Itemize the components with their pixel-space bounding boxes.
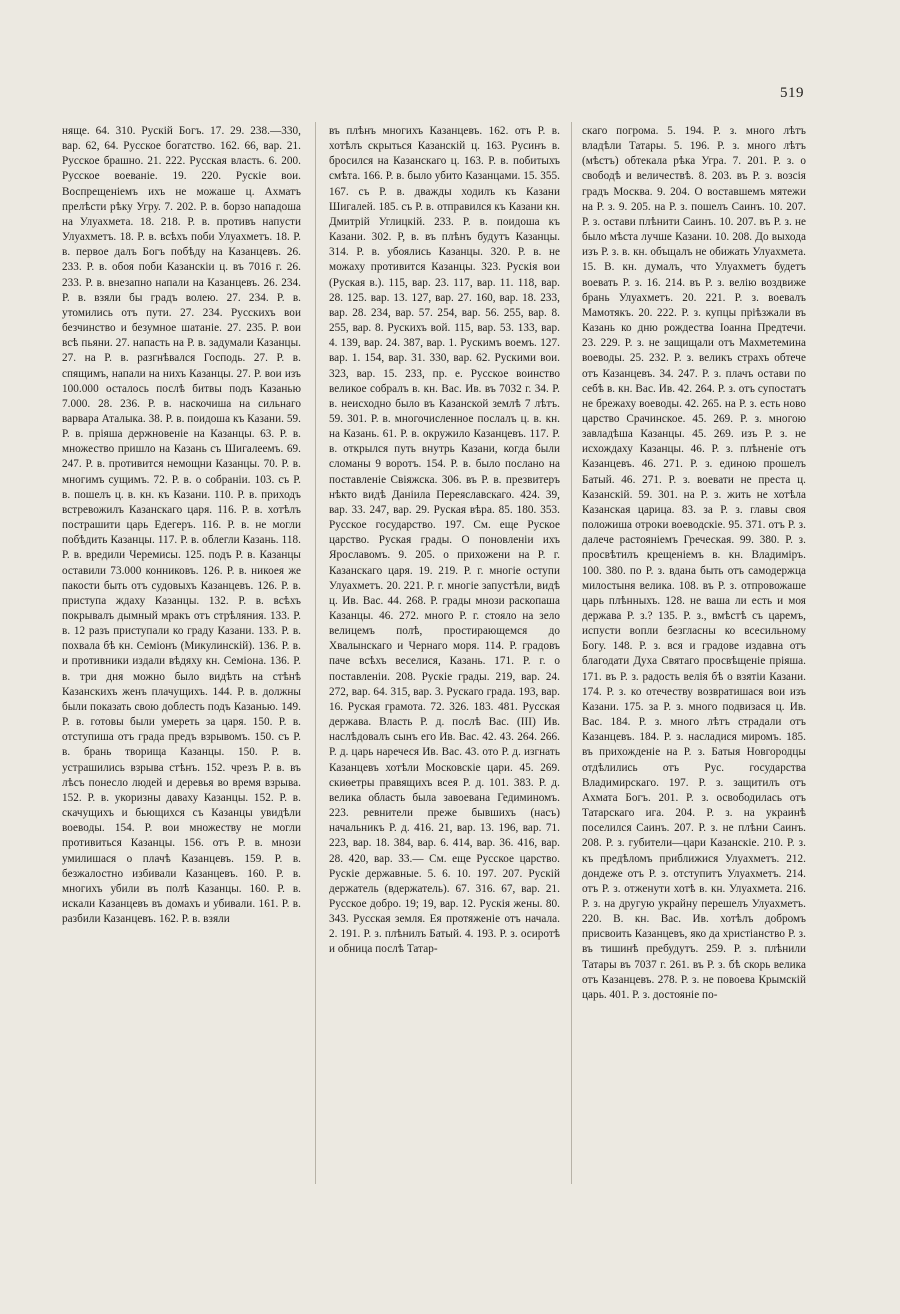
index-column-1: няще. 64. 310. Рускій Богъ. 17. 29. 238.—330, вар. 62, 64. Русское богатство. 162. 66, вар. 21. Русское брашно. 21. 222. Русская власть. 6. 200. Русское воеваніе. 19. 220. Рускіе вои. Воспрещеніемъ ихъ не можаше ц. Ахматъ прелѣсти рѣку Угру. 7. 202. Р. в. борзо нападоша на Улуахмета. 18. 218. Р. в. противъ напусти Улуахметъ. 18. Р. в. всѣхъ поби Улуахметъ. 18. Р. в. первое далъ Богъ побѣду на Казанцевъ. 26. 233. Р. в. обоя поби Казанскіи ц. въ 7016 г. 26. 233. Р. в. внезапно напали на Казанцевъ. 26. 234. Р. в. взяли бы градъ волею. 27. 234. Р. в. утомились отъ пути. 27. 234. Русскихъ вои безчинство и безумное шатаніе. 27. 235. Р. вои всѣ пьяни. 27. напасть на Р. в. задумали Казанцы. 27. на Р. в. разгнѣвался Господь. 27. Р. в. спящимъ, напали на нихъ Казанцы. 27. Р. вои изъ 100.000 осталось послѣ битвы подъ Казанью 7.000. 28. 236. Р. в. наскочиша на сильнаго варвара Аталыка. 38. Р. в. поидоша къ Казани. 59. Р. в. пріяша держновеніе на Казанцы. 63. Р. в. множество пришло на Казань съ Шигалеемъ. 69. 247. Р. в. противится немощни Казанцы. 70. Р. в. многимъ сущимъ. 72. Р. в. о собраніи. 103. съ Р. в. пошелъ ц. в. кн. къ Казани. 110. Р. в. приходъ встревожилъ Казанскаго царя. 116. Р. в. хотѣлъ пострашити царь Едегеръ. 116. Р. в. не могли побѣдить Казанцы. 117. Р. в. облегли Казань. 118. Р. в. вредили Черемисы. 125. подъ Р. в. Казанцы оставили 73.000 конниковъ. 126. Р. в. никоея же пакости быть отъ судовыхъ Казанцевъ. 126. Р. в. приступа ждаху Казанцы. 132. Р. в. всѣхъ покрывалъ дымный мракъ отъ стрѣляния. 133. Р. в. 12 разъ приступали ко граду Казани. 133. Р. в. похвала бѣ кн. Семіонъ (Микулинскій). 136. Р. в. и противники издали вѣдяху кн. Семіона. 136. Р. в. три дня можно было видѣть на стѣнѣ Казанскихъ женъ плачущихъ. 144. Р. в. должны были показать свою доблесть подъ Казанью. 149. Р. в. готовы были умереть за царя. 150. Р. в. отступиша отъ града предъ взрывомъ. 150. съ Р. в. брань творища Казанцы. 150. Р. в. устрашились взрыва стѣнъ. 152. чрезъ Р. в. въ лѣсъ понесло людей и деревья во время взрыва. 152. Р. в. укоризны даваху Казанцы. 152. Р. в. скачущихъ и бьющихся съ Казанцы увидѣли воеводы. 154. Р. вои множеству не могли противиться Казанцы. 156. отъ Р. в. мнози умилишася о плачѣ Казанцевъ. 159. Р. в. безжалостно избивали Казанцевъ. 160. Р. в. многихъ убили въ полѣ Казанцы. 160. Р. в. искали Казанцевъ въ домахъ и убивали. 161. Р. в. разбили Казанцевъ. 162. Р. в. взяли (62, 125, 301, 926)
page-number: 519 (780, 85, 804, 101)
column-divider (315, 122, 316, 1184)
column-divider (571, 122, 572, 1184)
index-column-2: въ плѣнъ многихъ Казанцевъ. 162. отъ Р. в. хотѣлъ скрыться Казанскій ц. 163. Русинъ в. бросился на Казанскаго ц. 163. Р. в. побитыхъ смѣта. 166. Р. в. было убито Казанцами. 15. 355. 167. съ Р. в. дважды ходилъ къ Казани Шигалей. 185. съ Р. в. отправился къ Казани кн. Дмитрій Углицкій. 233. Р. в. поидоша къ Казани. 302. Р, в. въ плѣнъ будутъ Казанцы. 314. Р. в. убоялись Казанцы. 320. Р. в. не можаху противится Казанцы. 323. Рускія вои (Руская в.). 115, вар. 23. 117, вар. 11. 118, вар. 28. 125. вар. 13. 127, вар. 27. 160, вар. 18. 233, вар. 28. 234, вар. 57. 254, вар. 56. 255, вар. 8. 255, вар. 8. Рускихъ вой. 115, вар. 53. 133, вар. 4. 139, вар. 24. 387, вар. 1. Рускимъ воемъ. 127. вар. 1. 154, вар. 31. 330, вар. 62. Рускими вои. 323, вар. 15. 233, пр. е. Русское воинство великое собралъ в. кн. Вас. Ив. въ 7032 г. 34. Р. в. неисходно было въ Казанской землѣ 7 лѣтъ. 59. 301. Р. в. многочисленное послалъ ц. в. кн. на Казань. 61. Р. в. окружило Казанцевъ. 117. Р. в. открылся путь внутрь Казани, когда были сломаны 9 воротъ. 154. Р. в. было послано на поставленіе Свіяжска. 306. въ Р. в. презвитеръ нѣкто видѣ Даніила Переяславскаго. 424. 39, вар. 33. 247, вар. 29. Руская вѣра. 85. 180. 353. Русское государство. 197. См. еще Руское царство. Руская грады. О поновленіи ихъ Ярославомъ. 9. 205. о прихожени на Р. г. Казанскаго царя. 19. 219. Р. г. многіе оступи Улуахметъ. 20. 221. Р. г. многіе запустѣли, видѣ ц. Ив. Вас. 44. 268. Р. грады мнози раскопаша Казанцы. 46. 272. много Р. г. стояло на зело велицемъ полѣ, простирающемся до Хвалынскаго и Чернаго моря. 114. Р. градовъ паче всѣхъ веселися, Казань. 171. Р. г. о поставленіи. 208. Рускіе грады. 219, вар. 24. 272, вар. 64. 315, вар. 3. Рускаго града. 193, вар. 16. Руская грамота. 72. 326. 183. 481. Русская держава. Власть Р. д. послѣ Вас. (III) Ив. наслѣдовалъ сынъ его Ив. Вас. 42. 43. 264. 266. Р. д. царь наречеся Ив. Вас. 43. ото Р. д. изгнать Казанцевъ хотѣли Московскіе цари. 45. 269. скиѳетры правящихъ всея Р. д. 101. 383. Р. д. велика область была завоевана Гедиминомъ. 223. ревнители преже бывшихъ (насъ) начальникъ Р. д. 416. 21, вар. 13. 196, вар. 71. 223, вар. 18. 384, вар. 6. 414, вар. 36. 416, вар. 28. 420, вар. 33.— См. еще Русское царство. Рускіе державные. 5. 6. 10. 197. 207. Рускій держатель (вдержатель). 67. 316. 67, вар. 21. Русское добро. 19; 19, вар. 12. Рускія жены. 80. 343. Русская земля. Ея протяженіе отъ начала. 2. 191. Р. з. плѣнилъ Батый. 4. 193. Р. з. осиротѣ и обница послѣ Татар- (329, 125, 560, 956)
index-column-3: скаго погрома. 5. 194. Р. з. много лѣтъ владѣли Татары. 5. 196. Р. з. много лѣтъ (мѣстъ) обтекала рѣка Угра. 7. 201. Р. з. о свободѣ и величествѣ. 8. 203. въ Р. з. возсія градъ Москва. 9. 204. О воставшемъ мятежи на Р. з. 9. 205. на Р. з. пошелъ Саинъ. 10. 207. Р. з. остави плѣнити Саинъ. 10. 207. въ Р. з. не было мѣста лучше Казани. 10. 208. До выхода изъ Р. з. в. кн. объщалъ не обижать Улуахмета. 15. В. кн. думалъ, что Улуахметъ будетъ воевать Р. з. 16. 214. въ Р. з. велію воздвиже брань Улуахметъ. 20. 221. Р. з. воевалъ Мамотякъ. 20. 222. Р. з. купцы пріѣзжали въ Казань ко дню рождества Іоанна Предтечи. 23. 229. Р. з. не защищали отъ Махметемина воеводы. 25. 232. Р. з. великъ страхъ обтече отъ Казанцевъ. 34. 247. Р. з. плачъ остави по себѣ в. кн. Вас. Ив. 42. 264. Р. з. отъ супостатъ не брежаху воеводы. 42. 265. на Р. з. есть ново царство Срачинское. 45. 269. Р. з. многою завладѣша Казанцы. 45. 269. изъ Р. з. не исхождаху Казанцы. 46. Р. з. плѣненіе отъ Казанцевъ. 46. 271. Р. з. единою прошелъ Батый. 46. 271. Р. з. воевати не преста ц. Казанскій. 59. 301. на Р. з. жить не хотѣла Казанская царица. 83. за Р. з. главы своя положиша отроки воеводскіе. 95. 371. отъ Р. з. далече растояніемъ Греческая. 99. 380. Р. з. просвѣтилъ крещеніемъ в. кн. Владиміръ. 100. 380. по Р. з. вдана быть отъ самодержца милостыня велика. 108. въ Р. з. отпровожаше царь плѣнныхъ. 128. не ваша ли есть и моя держава Р. з.? 135. Р. з., вмѣстѣ съ царемъ, испусти вопли безгласны ко всесильному Богу. 148. Р. з. вся и градове издавна отъ благодати Духа Святаго просвѣщеніе пріяша. 171. въ Р. з. радость велія бѣ о взятіи Казани. 174. Р. з. ко отечеству возвратишася вои изъ Казани. 175. за Р. з. много подвизася ц. Ив. Вас. 184. Р. з. много лѣтъ страдали отъ Казанцевъ. 184. Р. з. насладися миромъ. 185. въ прихожденіе на Р. з. Батыя Новгородцы отдѣлились отъ Рус. государства Владимирскаго. 197. Р. з. защитилъ отъ Ахмата Богъ. 201. Р. з. освободилась отъ Татарскаго ига. 204. Р. з. на украинѣ поселился Саинъ. 207. Р. з. не плѣни Саинъ. 208. Р. з. губители—цари Казанскіе. 210. Р. з. къ предѣломъ приближися Улуахметъ. 212. дондеже отъ Р. з. отступитъ Улуахметъ. 214. отъ Р. з. отженути хотѣ в. кн. Улуахмета. 216. Р. з. на другую украйну перешелъ Улуахметъ. 220. В. кн. Вас. Ив. хотѣлъ добромъ присвоить Казанцевъ, яко да христіанство Р. з. въ тишинѣ пребудутъ. 259. Р. з. плѣнили Татары въ 7037 г. 261. въ Р. з. бѣ скорь велика отъ Казанцевъ. 278. Р. з. не повоева Крымскій царь. 401. Р. з. достояніе по- (582, 125, 806, 1001)
